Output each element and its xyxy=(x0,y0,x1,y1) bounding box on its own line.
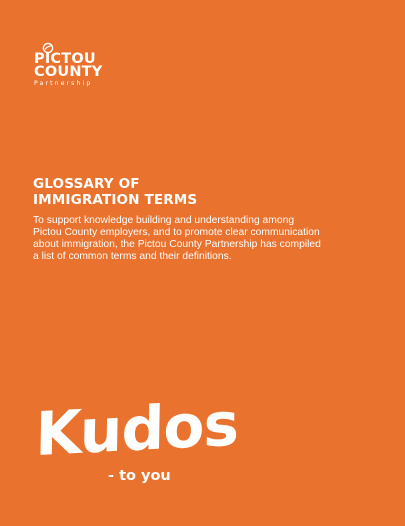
kudos-subline: - to you xyxy=(108,468,171,484)
document-title-line-2: IMMIGRATION TERMS xyxy=(33,191,198,208)
logo-line-pictou: PICTOU xyxy=(34,51,96,67)
document-title-line-1: GLOSSARY OF xyxy=(33,176,140,192)
document-title xyxy=(33,177,333,208)
kudos-wordmark: Kudos xyxy=(34,389,239,471)
intro-paragraph: To support knowledge building and understanding among Pictou County employers, and to promote clear communication about immigration, the Pictou County Partnership has compiled a list of common terms and their definitions. xyxy=(33,215,321,262)
logo-line-partnership: Partnership xyxy=(34,80,93,87)
kudos-tagline xyxy=(34,389,239,495)
pictou-county-logo xyxy=(34,42,124,88)
logo-line-county: COUNTY xyxy=(34,64,103,80)
leaf-swirl-icon xyxy=(42,42,54,54)
